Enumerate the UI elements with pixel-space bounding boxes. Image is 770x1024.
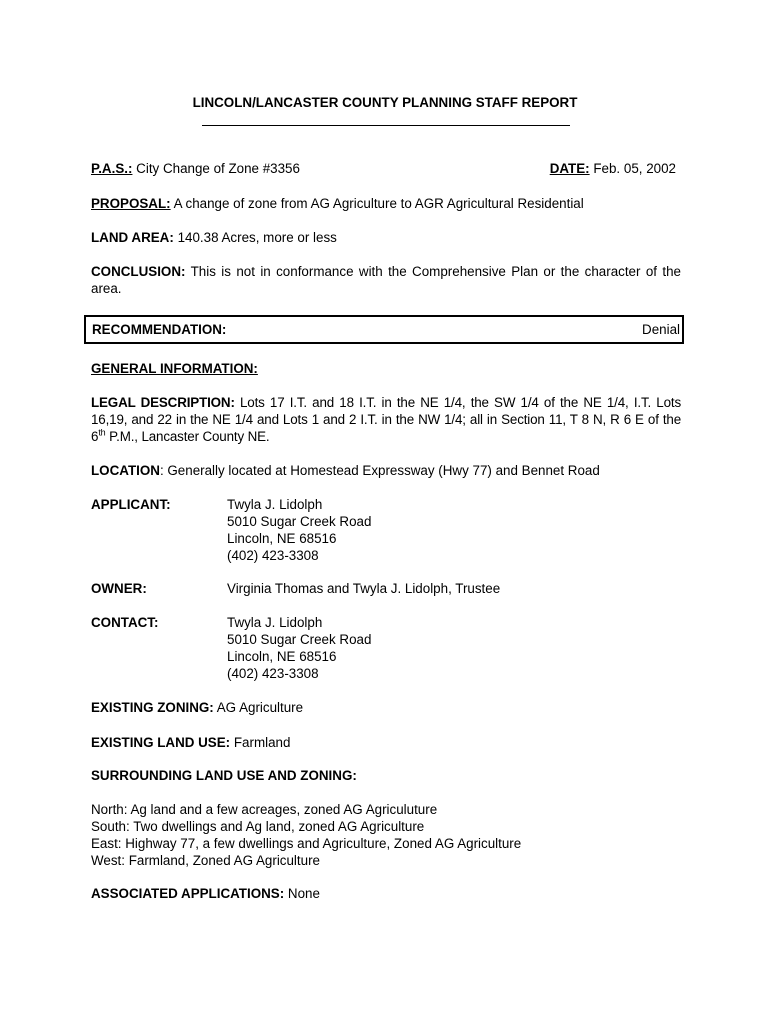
land-area-value: 140.38 Acres, more or less xyxy=(177,230,337,245)
location-value: : Generally located at Homestead Expressway (Hwy 77) and Bennet Road xyxy=(159,463,600,478)
proposal-label: PROPOSAL: xyxy=(91,196,171,211)
existing-land-use-value: Farmland xyxy=(233,735,291,750)
location-line xyxy=(91,462,600,479)
existing-zoning-value: AG Agriculture xyxy=(216,700,304,715)
applicant-block xyxy=(227,496,371,564)
date-value: Feb. 05, 2002 xyxy=(593,161,676,176)
general-information-heading: GENERAL INFORMATION: xyxy=(91,361,258,376)
contact-name: Twyla J. Lidolph xyxy=(227,615,323,630)
contact-phone: (402) 423-3308 xyxy=(227,666,319,681)
contact-block xyxy=(227,614,371,682)
recommendation-value: Denial xyxy=(642,322,680,337)
contact-label: CONTACT: xyxy=(91,615,159,630)
pas-value: City Change of Zone #3356 xyxy=(136,161,300,176)
pas-line xyxy=(91,160,300,177)
conclusion-paragraph xyxy=(91,263,681,297)
associated-applications-value: None xyxy=(287,886,320,901)
pas-label: P.A.S.: xyxy=(91,161,133,176)
existing-zoning-label: EXISTING ZONING: xyxy=(91,700,214,715)
applicant-phone: (402) 423-3308 xyxy=(227,548,319,563)
surrounding-west: West: Farmland, Zoned AG Agriculture xyxy=(91,853,320,868)
conclusion-value: This is not in conformance with the Comprehensive Plan or the character of the area. xyxy=(91,264,681,296)
legal-description-paragraph xyxy=(91,394,681,445)
existing-zoning-line xyxy=(91,699,303,716)
land-area-line xyxy=(91,229,337,246)
location-label: LOCATION xyxy=(91,463,160,478)
applicant-street: 5010 Sugar Creek Road xyxy=(227,514,372,529)
surrounding-heading: SURROUNDING LAND USE AND ZONING: xyxy=(91,768,357,783)
existing-land-use-label: EXISTING LAND USE: xyxy=(91,735,231,750)
surrounding-list xyxy=(91,801,521,869)
applicant-name: Twyla J. Lidolph xyxy=(227,497,323,512)
title-underline xyxy=(202,125,570,126)
applicant-label: APPLICANT: xyxy=(91,497,171,512)
legal-description-superscript: th xyxy=(98,427,106,438)
associated-applications-line xyxy=(91,885,320,902)
legal-description-text-end: P.M., Lancaster County NE. xyxy=(105,429,270,444)
contact-city: Lincoln, NE 68516 xyxy=(227,649,337,664)
recommendation-label: RECOMMENDATION: xyxy=(92,322,227,337)
associated-applications-label: ASSOCIATED APPLICATIONS: xyxy=(91,886,285,901)
existing-land-use-line xyxy=(91,734,290,751)
surrounding-south: South: Two dwellings and Ag land, zoned AG Agriculture xyxy=(91,819,425,834)
date-label: DATE: xyxy=(549,161,590,176)
surrounding-north: North: Ag land and a few acreages, zoned AG Agriculuture xyxy=(91,802,438,817)
applicant-city: Lincoln, NE 68516 xyxy=(227,531,337,546)
owner-label: OWNER: xyxy=(91,581,147,596)
recommendation-box xyxy=(84,315,684,344)
surrounding-east: East: Highway 77, a few dwellings and Agriculture, Zoned AG Agriculture xyxy=(91,836,522,851)
owner-value: Virginia Thomas and Twyla J. Lidolph, Trustee xyxy=(227,581,501,596)
legal-description-text: Lots 17 I.T. and 18 I.T. in the NE 1/4, the SW 1/4 of the NE 1/4, I.T. Lots 16,19, and 22 in the NE 1/4 and Lots 1 and 2 I.T. in the NW 1/4; all in Section 11, T 8 N, R 6 E of the 6 xyxy=(91,395,681,444)
proposal-value: A change of zone from AG Agriculture to AGR Agricultural Residential xyxy=(173,196,584,211)
conclusion-label: CONCLUSION: xyxy=(91,264,186,279)
legal-description-label: LEGAL DESCRIPTION: xyxy=(91,395,235,410)
date-line xyxy=(550,160,676,177)
report-title: LINCOLN/LANCASTER COUNTY PLANNING STAFF REPORT xyxy=(192,95,578,110)
land-area-label: LAND AREA: xyxy=(91,230,174,245)
proposal-line xyxy=(91,195,584,212)
contact-street: 5010 Sugar Creek Road xyxy=(227,632,372,647)
